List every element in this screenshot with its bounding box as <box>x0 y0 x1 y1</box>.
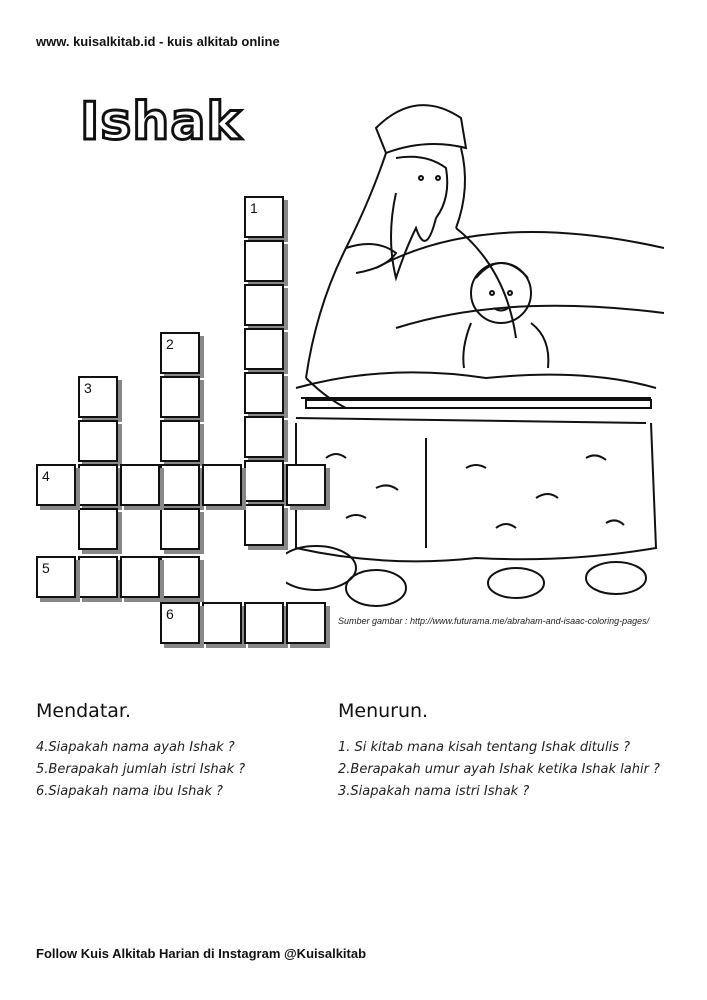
crossword-cell[interactable] <box>160 508 200 550</box>
clue-number: 4 <box>42 468 50 484</box>
crossword-cell[interactable] <box>244 602 284 644</box>
crossword-cell[interactable] <box>244 240 284 282</box>
crossword-cell[interactable] <box>160 556 200 598</box>
crossword-cell[interactable] <box>36 556 76 598</box>
page-title: Ishak <box>80 92 242 152</box>
crossword-cell[interactable] <box>160 420 200 462</box>
crossword-cell[interactable] <box>36 464 76 506</box>
crossword-cell[interactable] <box>244 416 284 458</box>
crossword-cell[interactable] <box>78 508 118 550</box>
clue-number: 2 <box>166 336 174 352</box>
clue-number: 1 <box>250 200 258 216</box>
clue-number: 3 <box>84 380 92 396</box>
crossword-cell[interactable] <box>160 464 200 506</box>
across-clue: 4.Siapakah nama ayah Ishak ? <box>36 740 235 755</box>
crossword-cell[interactable] <box>120 464 160 506</box>
crossword-cell[interactable] <box>244 328 284 370</box>
crossword-cell[interactable] <box>160 376 200 418</box>
crossword-cell[interactable] <box>286 464 326 506</box>
image-credit: Sumber gambar : http://www.futurama.me/abraham-and-isaac-coloring-pages/ <box>338 616 650 626</box>
across-title: Mendatar. <box>36 700 132 722</box>
crossword-cell[interactable] <box>244 372 284 414</box>
crossword-cell[interactable] <box>160 602 200 644</box>
down-clue: 3.Siapakah nama istri Ishak ? <box>338 784 530 799</box>
down-clue: 2.Berapakah umur ayah Ishak ketika Ishak lahir ? <box>338 762 660 777</box>
crossword-cell[interactable] <box>78 376 118 418</box>
crossword-cell[interactable] <box>202 602 242 644</box>
crossword-cell[interactable] <box>244 504 284 546</box>
down-clue: 1. Si kitab mana kisah tentang Ishak ditulis ? <box>338 740 631 755</box>
crossword-cell[interactable] <box>244 460 284 502</box>
crossword-cell[interactable] <box>78 464 118 506</box>
crossword-cell[interactable] <box>78 556 118 598</box>
site-header: www. kuisalkitab.id - kuis alkitab online <box>36 34 280 49</box>
crossword-cell[interactable] <box>160 332 200 374</box>
across-clue: 5.Berapakah jumlah istri Ishak ? <box>36 762 246 777</box>
crossword-cell[interactable] <box>244 284 284 326</box>
clue-number: 5 <box>42 560 50 576</box>
crossword-cell[interactable] <box>120 556 160 598</box>
down-title: Menurun. <box>338 700 429 722</box>
crossword-cell[interactable] <box>286 602 326 644</box>
clue-number: 6 <box>166 606 174 622</box>
abraham-and-isaac-illustration <box>286 78 664 618</box>
across-clue: 6.Siapakah nama ibu Ishak ? <box>36 784 223 799</box>
crossword-cell[interactable] <box>202 464 242 506</box>
crossword-cell[interactable] <box>78 420 118 462</box>
footer-text: Follow Kuis Alkitab Harian di Instagram @Kuisalkitab <box>36 946 367 961</box>
crossword-cell[interactable] <box>244 196 284 238</box>
